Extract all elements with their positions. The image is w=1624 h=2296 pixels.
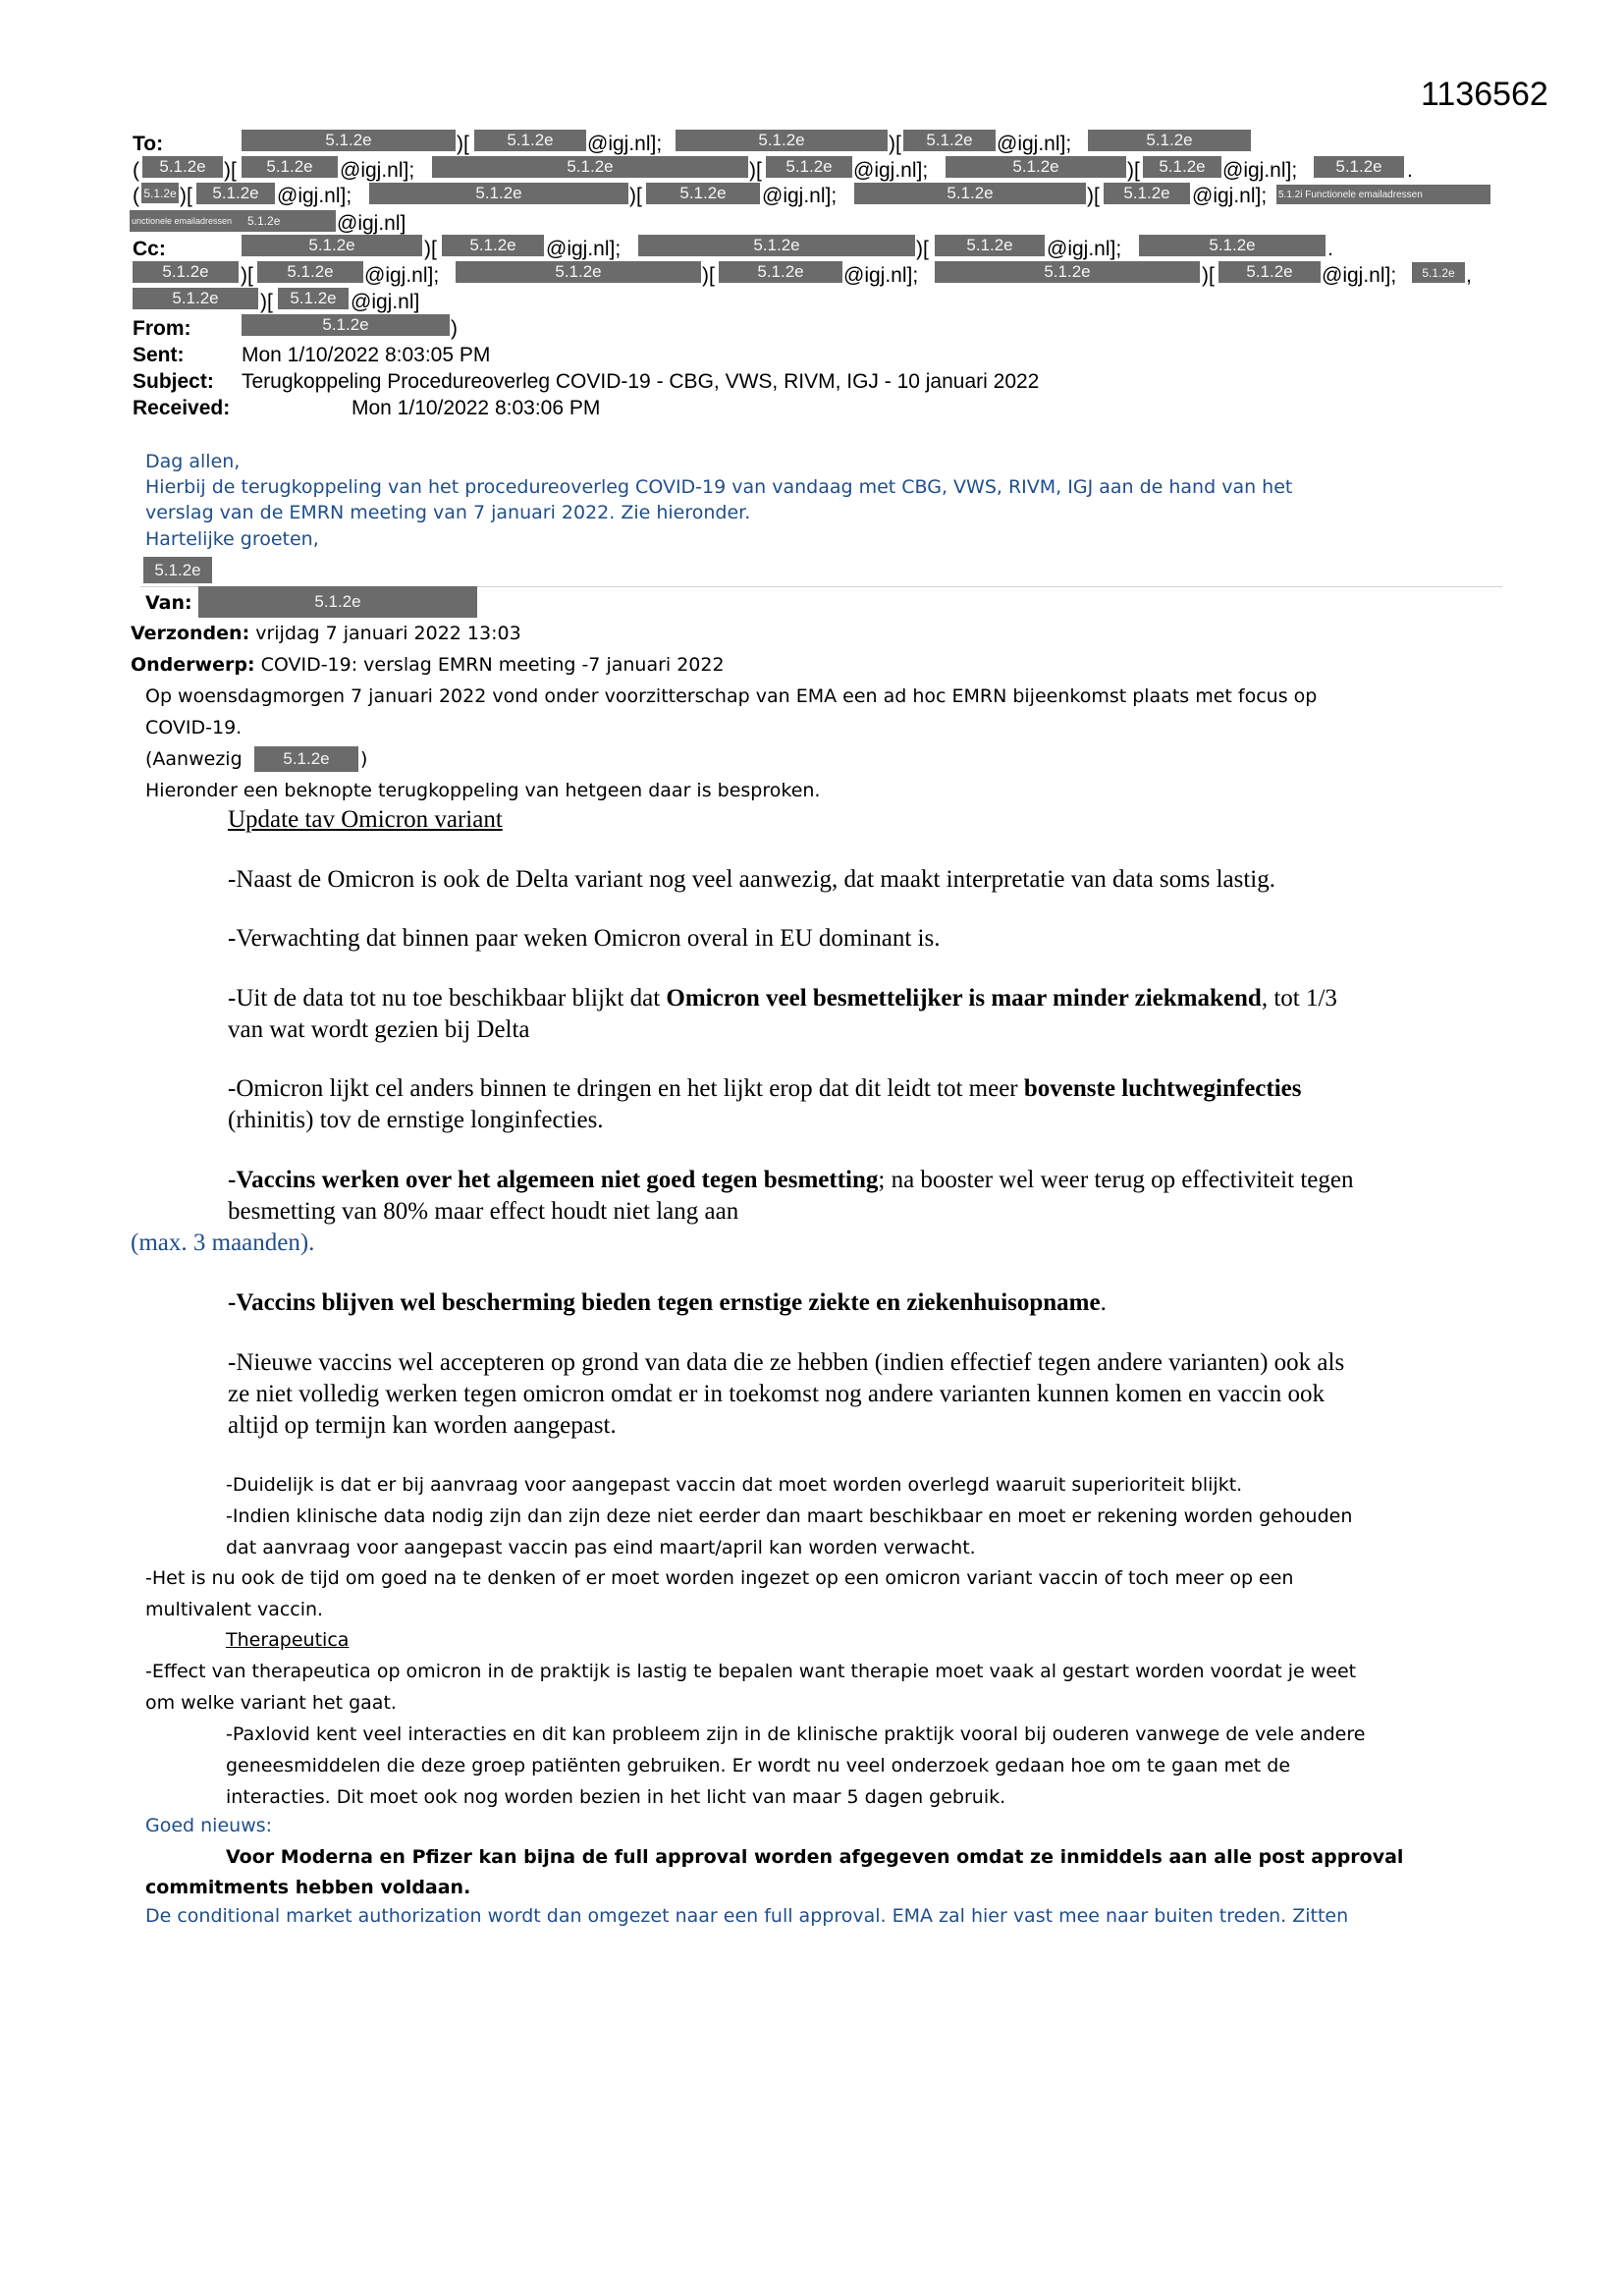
redaction: 5.1.2e (432, 156, 748, 178)
sent-label: Sent: (133, 344, 185, 366)
redaction: 5.1.2e (1218, 261, 1321, 283)
bullet-2: -Verwachting dat binnen paar weken Omicron overal in EU dominant is. (228, 925, 941, 952)
redaction: 5.1.2e (254, 746, 358, 772)
redaction: 5.1.2e (1104, 183, 1190, 204)
email-domain: @igj.nl]; (1047, 238, 1122, 260)
van-label: Van: (145, 592, 192, 614)
redaction: 5.1.2e (1314, 156, 1404, 178)
email-domain: @igj.nl]; (853, 159, 929, 182)
redaction: 5.1.2e (141, 183, 179, 203)
separator: )[ (1202, 264, 1215, 287)
cc-label: Cc: (133, 238, 166, 260)
bullet-1: -Naast de Omicron is ook de Delta variant nog veel aanwezig, dat maakt interpretatie van data soms lastig. (228, 866, 1275, 893)
therapeutica-2-line3: interacties. Dit moet ook nog worden bezien in het licht van maar 5 dagen gebruik. (226, 1786, 1006, 1808)
separator: )[ (260, 291, 273, 313)
bullet-6-post: . (1100, 1289, 1107, 1316)
verzonden-label: Verzonden: (131, 623, 250, 644)
small-bullet-3-line2: multivalent vaccin. (145, 1599, 324, 1620)
onderwerp-label: Onderwerp: (131, 654, 255, 676)
redaction: 5.1.2e (142, 156, 223, 178)
redaction-functional: 5.1.2i Functionele emailadressen (1276, 185, 1490, 204)
to-label: To: (133, 133, 164, 155)
separator: )[ (424, 238, 437, 260)
redaction: 5.1.2e (242, 130, 456, 151)
redaction: 5.1.2e (646, 183, 760, 204)
redaction: 5.1.2e (198, 586, 477, 618)
small-bullet-3-line1: -Het is nu ook de tijd om goed na te denken of er moet worden ingezet op een omicron variant vaccin of toch meer op een (145, 1567, 1294, 1589)
therapeutica-heading: Therapeutica (226, 1629, 350, 1651)
small-bullet-1: -Duidelijk is dat er bij aanvraag voor aangepast vaccin dat moet worden overlegd waaruit superioriteit blijkt. (226, 1474, 1243, 1496)
greeting: Dag allen, (145, 451, 241, 472)
redaction-functional: unctionele emailadressen (130, 210, 247, 232)
bullet-5-line2: besmetting van 80% maar effect houdt niet lang aan (228, 1198, 739, 1225)
therapeutica-2-line1: -Paxlovid kent veel interacties en dit kan probleem zijn in de klinische praktijk vooral bij ouderen vanwege de vele andere (226, 1723, 1366, 1745)
bullet-5-line3: (max. 3 maanden). (131, 1230, 315, 1256)
email-domain: @igj.nl] (351, 291, 420, 313)
redaction: 5.1.2e (1143, 156, 1221, 178)
email-domain: @igj.nl]; (762, 185, 838, 207)
separator: )[ (180, 185, 192, 207)
bullet-4-line2: (rhinitis) tov de ernstige longinfecties. (228, 1107, 604, 1133)
separator: )[ (1087, 185, 1100, 207)
email-domain: @igj.nl]; (340, 159, 415, 182)
closing: Hartelijke groeten, (145, 528, 319, 550)
redaction: 5.1.2e (638, 235, 915, 256)
email-domain: @igj.nl]; (1192, 185, 1268, 207)
redaction: 5.1.2e (456, 261, 701, 283)
redaction: 5.1.2e (474, 130, 586, 151)
small-bullet-2-line2: dat aanvraag voor aangepast vaccin pas eind maart/april kan worden verwacht. (226, 1537, 976, 1558)
redaction: 5.1.2e (369, 183, 628, 204)
redaction: 5.1.2e (247, 210, 336, 232)
verzonden-value: vrijdag 7 januari 2022 13:03 (249, 623, 521, 644)
redaction: 5.1.2e (242, 156, 338, 178)
separator: )[ (916, 238, 929, 260)
redaction: 5.1.2e (278, 288, 349, 309)
redaction-signature: 5.1.2e (143, 557, 212, 583)
therapeutica-2-line2: geneesmiddelen die deze groep patiënten gebruiken. Er wordt nu veel onderzoek gedaan hoe om te gaan met de (226, 1755, 1291, 1777)
bullet-7-line1: -Nieuwe vaccins wel accepteren op grond van data die ze hebben (indien effectief tegen andere varianten) ook als (228, 1349, 1345, 1376)
redaction: 5.1.2e (1139, 235, 1326, 256)
bullet-5-line1 (228, 1165, 1353, 1196)
separator: )[ (629, 185, 642, 207)
bullet-3-line1 (228, 983, 1337, 1014)
bullet-7-line2: ze niet volledig werken tegen omicron omdat er in toekomst nog andere varianten kunnen komen en vaccin ook (228, 1381, 1325, 1407)
email-domain: @igj.nl]; (587, 133, 663, 155)
aanwezig-text: (Aanwezig (145, 748, 243, 770)
onderwerp-line (131, 649, 725, 681)
redaction: 5.1.2e (1088, 130, 1251, 151)
redaction: 5.1.2e (946, 156, 1126, 178)
bullet-3-line2: van wat wordt gezien bij Delta (228, 1016, 530, 1043)
email-domain: @igj.nl] (337, 212, 406, 235)
separator: )[ (702, 264, 715, 287)
from-label: From: (133, 317, 191, 340)
aanwezig-close: ) (360, 748, 368, 770)
redaction: 5.1.2e (854, 183, 1086, 204)
subject-value: Terugkoppeling Procedureoverleg COVID-19 - CBG, VWS, RIVM, IGJ - 10 januari 2022 (242, 370, 1040, 393)
therapeutica-1-line2: om welke variant het gaat. (145, 1692, 397, 1714)
redaction: 5.1.2e (133, 261, 239, 283)
intro-line-2: verslag van de EMRN meeting van 7 januari 2022. Zie hieronder. (145, 502, 751, 523)
redaction: 5.1.2e (935, 261, 1200, 283)
email-domain: @igj.nl]; (277, 185, 352, 207)
bullet-3-post: , tot 1/3 (1261, 985, 1337, 1011)
redaction: 5.1.2e (133, 288, 258, 309)
separator: , (1466, 264, 1472, 287)
separator: ( (133, 185, 139, 207)
goed-nieuws-line1: Voor Moderna en Pfizer kan bijna de full approval worden afgegeven omdat ze inmiddels aan alle post approval (226, 1846, 1404, 1868)
redaction: 5.1.2e (719, 261, 842, 283)
separator: ) (451, 317, 458, 340)
separator: )[ (224, 159, 237, 182)
verzonden-line (131, 618, 521, 649)
bullet-6-bold: -Vaccins blijven wel bescherming bieden tegen ernstige ziekte en ziekenhuisopname (228, 1289, 1101, 1316)
sent-value: Mon 1/10/2022 8:03:05 PM (242, 344, 491, 366)
bullet-3-bold: Omicron veel besmettelijker is maar minder ziekmakend (666, 985, 1262, 1011)
redaction: 5.1.2e (903, 130, 996, 151)
separator: )[ (1127, 159, 1140, 182)
intro-line-1: Hierbij de terugkoppeling van het procedureoverleg COVID-19 van vandaag met CBG, VWS, RIVM, IGJ aan de hand van het (145, 476, 1293, 498)
redaction: 5.1.2e (676, 130, 888, 151)
separator: ( (133, 159, 139, 182)
received-label: Received: (133, 397, 231, 419)
separator: )[ (889, 133, 901, 155)
bullet-4-bold: bovenste luchtweginfecties (1023, 1075, 1302, 1102)
body-p1-line1: Op woensdagmorgen 7 januari 2022 vond onder voorzitterschap van EMA een ad hoc EMRN bijeenkomst plaats met focus op (145, 685, 1318, 707)
therapeutica-1-line1: -Effect van therapeutica op omicron in de praktijk is lastig te bepalen want therapie moet vaak al gestart worden voordat je weet (145, 1661, 1357, 1682)
document-number: 1136562 (1421, 76, 1548, 113)
bullet-7-line3: altijd op termijn kan worden aangepast. (228, 1412, 617, 1439)
onderwerp-value: COVID-19: verslag EMRN meeting -7 januari 2022 (254, 654, 725, 676)
update-heading: Update tav Omicron variant (228, 806, 503, 833)
redaction: 5.1.2e (935, 235, 1045, 256)
bullet-3-pre: -Uit de data tot nu toe beschikbaar blijkt dat (228, 985, 667, 1011)
redaction: 5.1.2e (1412, 262, 1465, 283)
bullet-5-post: ; na booster wel weer terug op effectiviteit tegen (878, 1167, 1354, 1193)
redaction: 5.1.2e (242, 235, 422, 256)
email-domain: @igj.nl]; (364, 264, 440, 287)
separator: )[ (241, 264, 253, 287)
last-line: De conditional market authorization wordt dan omgezet naar een full approval. EMA zal hier vast mee naar buiten treden. Zitten (145, 1905, 1349, 1927)
redaction: 5.1.2e (242, 314, 450, 336)
goed-nieuws-line2: commitments hebben voldaan. (145, 1877, 471, 1898)
email-domain: @igj.nl]; (1322, 264, 1397, 287)
separator: . (1327, 238, 1333, 260)
bullet-4-pre: -Omicron lijkt cel anders binnen te dringen en het lijkt erop dat dit leidt tot meer (228, 1075, 1024, 1102)
goed-nieuws-heading: Goed nieuws: (145, 1815, 273, 1836)
small-bullet-2-line1: -Indien klinische data nodig zijn dan zijn deze niet eerder dan maart beschikbaar en moet er rekening worden gehouden (226, 1505, 1353, 1527)
email-domain: @igj.nl]; (546, 238, 622, 260)
separator: . (1407, 159, 1413, 182)
redaction: 5.1.2e (766, 156, 852, 178)
received-value: Mon 1/10/2022 8:03:06 PM (352, 397, 601, 419)
subject-label: Subject: (133, 370, 214, 393)
email-domain: @igj.nl]; (997, 133, 1072, 155)
bullet-6 (228, 1287, 1107, 1319)
email-domain: @igj.nl]; (1222, 159, 1298, 182)
email-domain: @igj.nl]; (843, 264, 919, 287)
redaction: 5.1.2e (257, 261, 363, 283)
body-p1-line2: COVID-19. (145, 717, 243, 738)
bullet-5-bold: -Vaccins werken over het algemeen niet goed tegen besmetting (228, 1167, 879, 1193)
redaction: 5.1.2e (196, 183, 275, 204)
bullet-4-line1 (228, 1073, 1301, 1105)
redaction: 5.1.2e (442, 235, 544, 256)
separator: )[ (749, 159, 762, 182)
separator: )[ (457, 133, 469, 155)
hieronder-text: Hieronder een beknopte terugkoppeling van hetgeen daar is besproken. (145, 780, 821, 801)
